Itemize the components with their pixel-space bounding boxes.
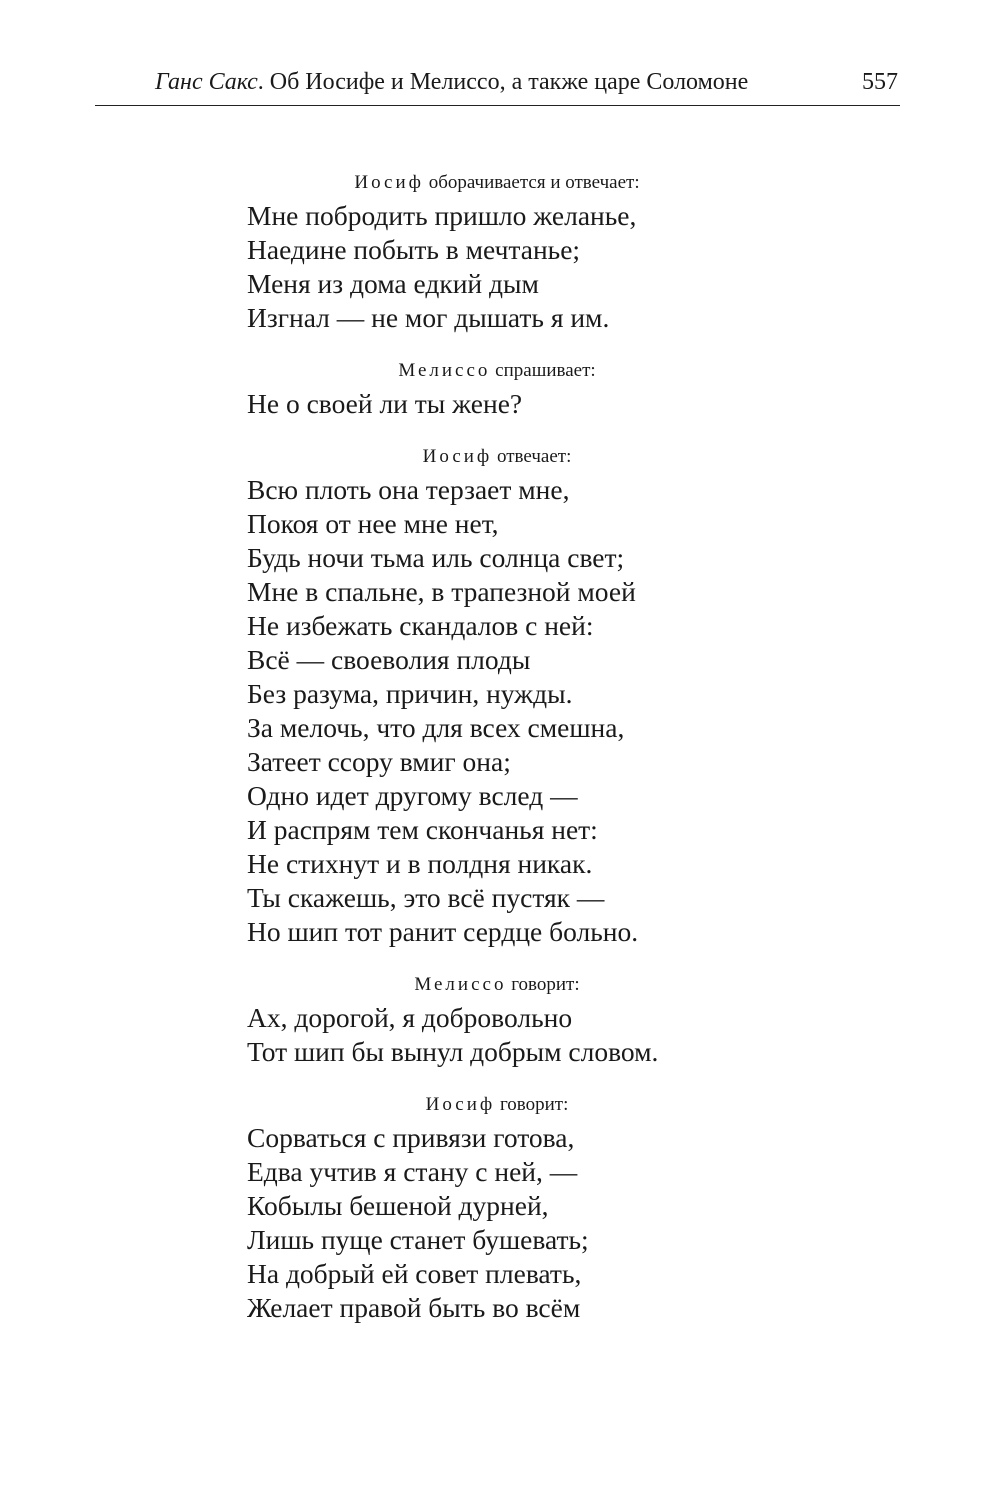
verse-line: Мне в спальне, в трапезной моей <box>247 576 636 607</box>
speaker-cue <box>247 357 747 385</box>
verse-line: Лишь пуще станет бушевать; <box>247 1224 589 1255</box>
page-number: 557 <box>862 69 898 95</box>
verse-line: Не избежать скандалов с ней: <box>247 610 594 641</box>
verse-line: Мне побродить пришло желанье, <box>247 200 637 231</box>
verse-line: За мелочь, что для всех смешна, <box>247 712 625 743</box>
speaker-cue <box>247 169 747 197</box>
verse-line: Ты скажешь, это всё пустяк — <box>247 882 605 913</box>
verse-line: Всё — своеволия плоды <box>247 644 531 675</box>
running-head-author: Ганс Сакс <box>155 69 258 95</box>
speaker-name: Иосиф <box>425 1094 496 1115</box>
running-head-title <box>155 69 748 96</box>
verse-line: Без разума, причин, нужды. <box>247 678 573 709</box>
running-head <box>95 63 900 106</box>
verse-line: Не стихнут и в полдня никак. <box>247 848 593 879</box>
verse-line: Но шип тот ранит сердце больно. <box>247 916 639 947</box>
verse-line: Желает правой быть во всём <box>247 1292 581 1323</box>
verse-line: Едва учтив я стану с ней, — <box>247 1156 578 1187</box>
verse-line: Затеет ссору вмиг она; <box>247 746 511 777</box>
speaker-cue <box>247 971 747 999</box>
verse-line: Всю плоть она терзает мне, <box>247 474 570 505</box>
speaker-name: Иосиф <box>354 172 424 193</box>
speaker-name: Иосиф <box>422 446 493 467</box>
verse-line: И распрям тем скончанья нет: <box>247 814 598 845</box>
poem-text <box>247 169 847 1325</box>
verse-line: Будь ночи тьма иль солнца свет; <box>247 542 625 573</box>
verse-line: Изгнал — не мог дышать я им. <box>247 302 610 333</box>
verse-line: Наедине побыть в мечтанье; <box>247 234 581 265</box>
stage-direction: говорит: <box>511 974 580 995</box>
verse-line: Покоя от нее мне нет, <box>247 508 499 539</box>
verse-line: Не о своей ли ты жене? <box>247 388 523 419</box>
stage-direction: отвечает: <box>496 446 572 467</box>
speaker-cue <box>247 443 747 471</box>
stage-direction: говорит: <box>499 1094 569 1115</box>
verse-line: Ах, дорогой, я добровольно <box>247 1002 573 1033</box>
verse-line: Одно идет другому вслед — <box>247 780 578 811</box>
verse-line: На добрый ей совет плевать, <box>247 1258 582 1289</box>
speaker-name: Мелиссо <box>398 360 491 381</box>
running-head-book-title: . Об Иосифе и Мелиссо, а также царе Соломоне <box>257 69 749 95</box>
verse-line: Тот шип бы вынул добрым словом. <box>247 1036 659 1067</box>
speaker-cue <box>247 1091 747 1119</box>
speaker-name: Мелиссо <box>414 974 507 995</box>
stage-direction: оборачивается и отвечает: <box>428 172 640 193</box>
stage-direction: спрашивает: <box>495 360 596 381</box>
verse-line: Меня из дома едкий дым <box>247 268 539 299</box>
verse-line: Сорваться с привязи готова, <box>247 1122 575 1153</box>
verse-line: Кобылы бешеной дурней, <box>247 1190 549 1221</box>
